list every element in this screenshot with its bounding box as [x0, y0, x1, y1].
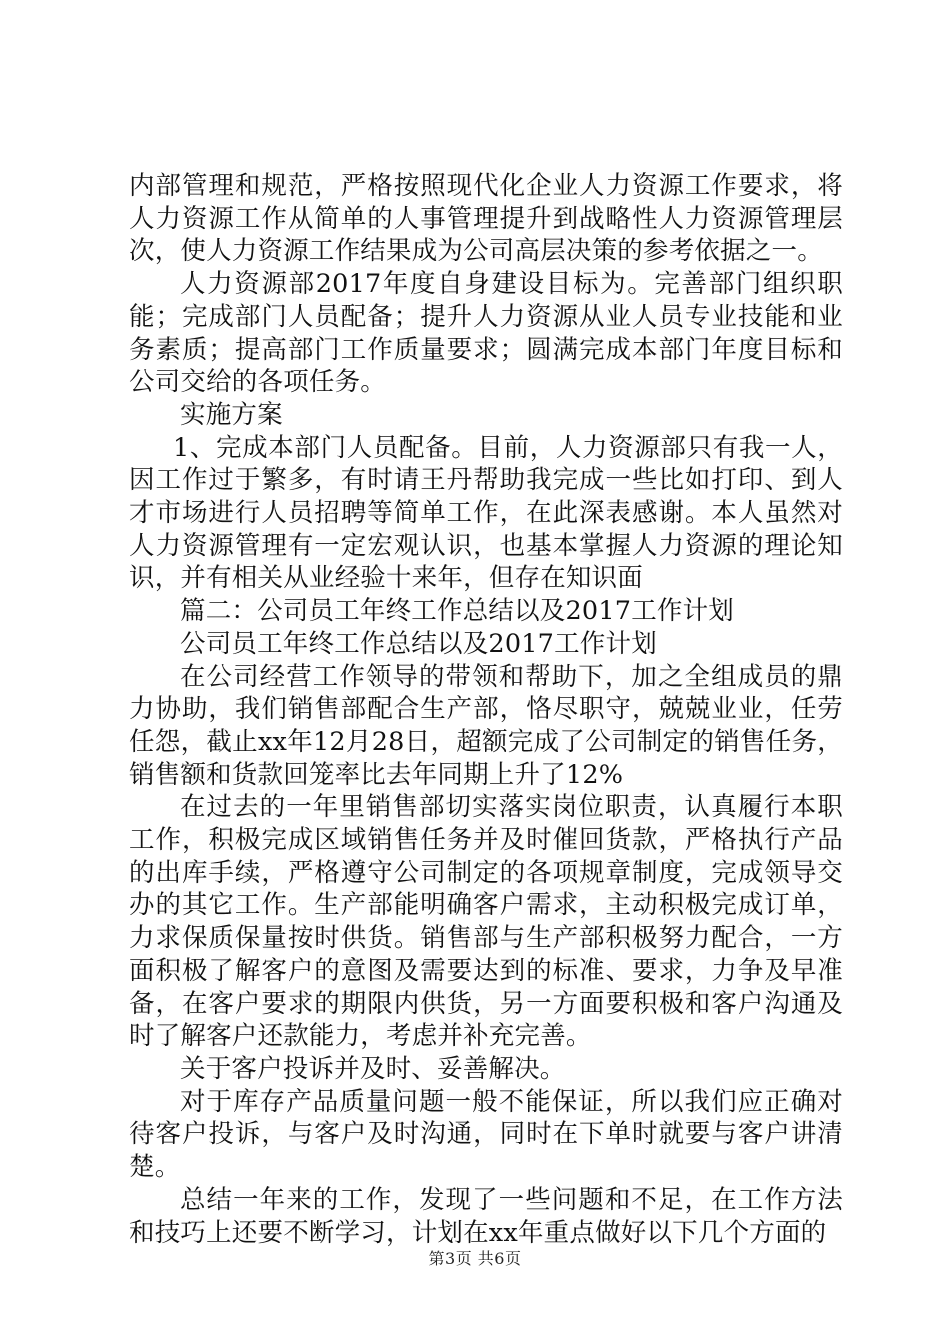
paragraph-staffing: 1、完成本部门人员配备。目前，人力资源部只有我一人，因工作过于繁多，有时请王丹帮助我完成一些比如打印、到人才市场进行人员招聘等简单工作，在此深表感谢。本人虽然对人力资源管理有一定宏观认识，也基本掌握人力资源的理论知识，并有相关从业经验十来年，但存在知识面 [129, 432, 843, 594]
heading-summary-title: 公司员工年终工作总结以及2017工作计划 [180, 628, 657, 659]
heading-customer-complaints: 关于客户投诉并及时、妥善解决。 [180, 1053, 566, 1084]
paragraph-sales-results: 在公司经营工作领导的带领和帮助下，加之全组成员的鼎力协助，我们销售部配合生产部，恪尽职守，兢兢业业，任劳任怨，截止xx年12月28日，超额完成了公司制定的销售任务，销售额和货款回笼率比去年同期上升了12% [129, 661, 843, 790]
heading-implementation-plan: 实施方案 [180, 399, 283, 430]
paragraph-hr-management: 内部管理和规范，严格按照现代化企业人力资源工作要求，将人力资源工作从简单的人事管理提升到战略性人力资源管理层次，使人力资源工作结果成为公司高层决策的参考依据之一。 [129, 171, 843, 267]
paragraph-year-summary: 总结一年来的工作，发现了一些问题和不足，在工作方法和技巧上还要不断学习，计划在xx年重点做好以下几个方面的 [129, 1184, 843, 1248]
paragraph-inventory-quality: 对于库存产品质量问题一般不能保证，所以我们应正确对待客户投诉，与客户及时沟通，同时在下单时就要与客户讲清楚。 [129, 1086, 843, 1183]
paragraph-hr-goals: 人力资源部2017年度自身建设目标为。完善部门组织职能；完成部门人员配备；提升人力资源从业人员专业技能和业务素质；提高部门工作质量要求；圆满完成本部门年度目标和公司交给的各项任务。 [129, 269, 843, 398]
paragraph-sales-duties: 在过去的一年里销售部切实落实岗位职责，认真履行本职工作，积极完成区域销售任务并及时催回货款，严格执行产品的出库手续，严格遵守公司制定的各项规章制度，完成领导交办的其它工作。生产部能明确客户需求，主动积极完成订单，力求保质保量按时供货。销售部与生产部积极努力配合，一方面积极了解客户的意图及需要达到的标准、要求，力争及早准备，在客户要求的期限内供货，另一方面要积极和客户沟通及时了解客户还款能力，考虑并补充完善。 [129, 792, 843, 1052]
heading-part-two: 篇二：公司员工年终工作总结以及2017工作计划 [180, 596, 734, 627]
document-body [129, 170, 843, 1249]
page-number-footer: 第3页 共6页 [428, 1249, 522, 1268]
